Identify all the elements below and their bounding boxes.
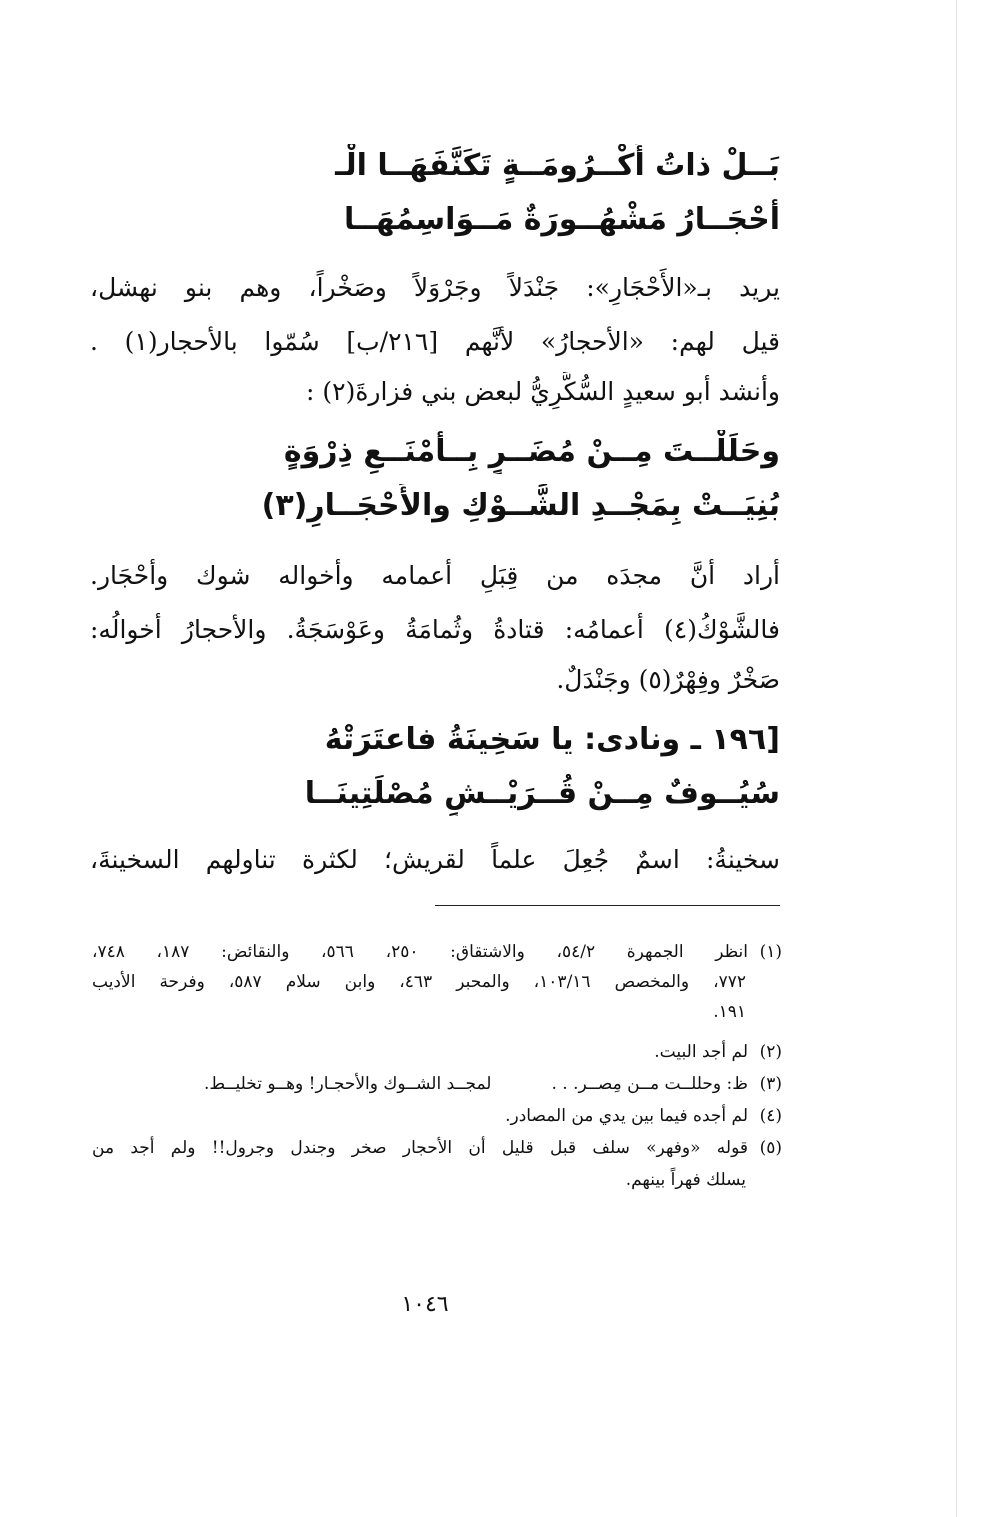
page-number: ١٠٤٦ bbox=[401, 1292, 449, 1317]
page-edge-line bbox=[956, 0, 957, 1517]
prose-line: فالشَّوْكُ(٤) أعمامُه: قتادةُ وثُمامَةُ وعَوْسَجَةُ. والأحجارُ أخوالُه: bbox=[90, 615, 780, 644]
footnote-number: (٤) bbox=[759, 1106, 782, 1126]
footnote-text: انظر الجمهرة ٥٤/٢، والاشتقاق: ٢٥٠، ٥٦٦، والنقائض: ١٨٧، ٧٤٨، bbox=[92, 942, 749, 962]
footnote-5-continued: يسلك فهراً بينهم. bbox=[625, 1170, 746, 1190]
prose-line: أراد أنَّ مجدَه من قِبَلِ أعمامه وأخواله شوك وأحْجَار. bbox=[90, 561, 780, 590]
verse-line: وحَلَلْــتَ مِــنْ مُضَــرٍ بِــأَمْنَــعِ ذِرْوَةٍ bbox=[283, 434, 780, 469]
verse-line: أَحْجَــارُ مَشْهُــورَةٌ مَــوَاسِمُهَــا bbox=[343, 202, 780, 237]
footnote-2 bbox=[92, 1038, 782, 1066]
footnote-separator bbox=[435, 905, 780, 906]
footnote-text: لمجــد الشــوك والأحجـار! وهــو تخليــط. bbox=[203, 1074, 492, 1094]
footnote-1-continued: ١٩١. bbox=[713, 1002, 746, 1022]
footnote-4 bbox=[92, 1102, 782, 1130]
verse-line: [١٩٦ ـ ونادى: يا سَخِينَةُ فاعتَرَتْهُ bbox=[324, 722, 780, 757]
footnote-number: (٣) bbox=[759, 1074, 782, 1094]
verse-line: بُنِيَــتْ بِمَجْــدِ الشَّــوْكِ والأَحْجَــارِ(٣) bbox=[261, 488, 780, 523]
footnote-1-continued: ٧٧٢، والمخصص ١٠٣/١٦، والمحبر ٤٦٣، وابن سلام ٥٨٧، وفرحة الأديب bbox=[92, 972, 746, 992]
prose-line: وأنشد أبو سعيدٍ السُّكَّرِيُّ لبعض بني فزارةَ(٢) : bbox=[306, 377, 780, 406]
footnote-number: (٥) bbox=[759, 1138, 782, 1158]
prose-line: سخينةُ: اسمٌ جُعِلَ علماً لقريش؛ لكثرة تناولهم السخينةَ، bbox=[90, 845, 780, 874]
footnote-5 bbox=[92, 1134, 782, 1162]
footnote-1 bbox=[92, 938, 782, 966]
footnote-text: قوله «وفهر» سلف قبل قليل أن الأحجار صخر وجندل وجرول!! ولم أجد من bbox=[92, 1138, 748, 1158]
prose-line: يريد بـ«الأَحْجَارِ»: جَنْدَلاً وجَرْوَلاً وصَخْراً، وهم بنو نهشل، bbox=[90, 273, 780, 302]
footnote-3 bbox=[92, 1070, 782, 1098]
footnote-number: (١) bbox=[759, 942, 782, 962]
footnote-number: (٢) bbox=[759, 1042, 782, 1062]
footnote-text: ظ: وحللــت مــن مِصــر. . . bbox=[551, 1074, 748, 1094]
verse-line: بَــلْ ذاتُ أُكْــرُومَــةٍ تَكَنَّفَهَــا الْـ bbox=[335, 148, 780, 183]
prose-line: قيل لهم: «الأحجارُ» لأنَّهم [٢١٦/ب] سُمّوا بالأحجار(١) . bbox=[90, 327, 780, 356]
prose-line: صَخْرٌ وفِهْرٌ(٥) وجَنْدَلٌ. bbox=[556, 665, 780, 694]
footnote-text: لم أجده فيما بين يدي من المصادر. bbox=[505, 1106, 748, 1126]
verse-line: سُيُــوفٌ مِــنْ قُــرَيْــشٍ مُصْلَتِينَــا bbox=[304, 776, 780, 811]
footnote-text: لم أجد البيت. bbox=[654, 1042, 748, 1062]
